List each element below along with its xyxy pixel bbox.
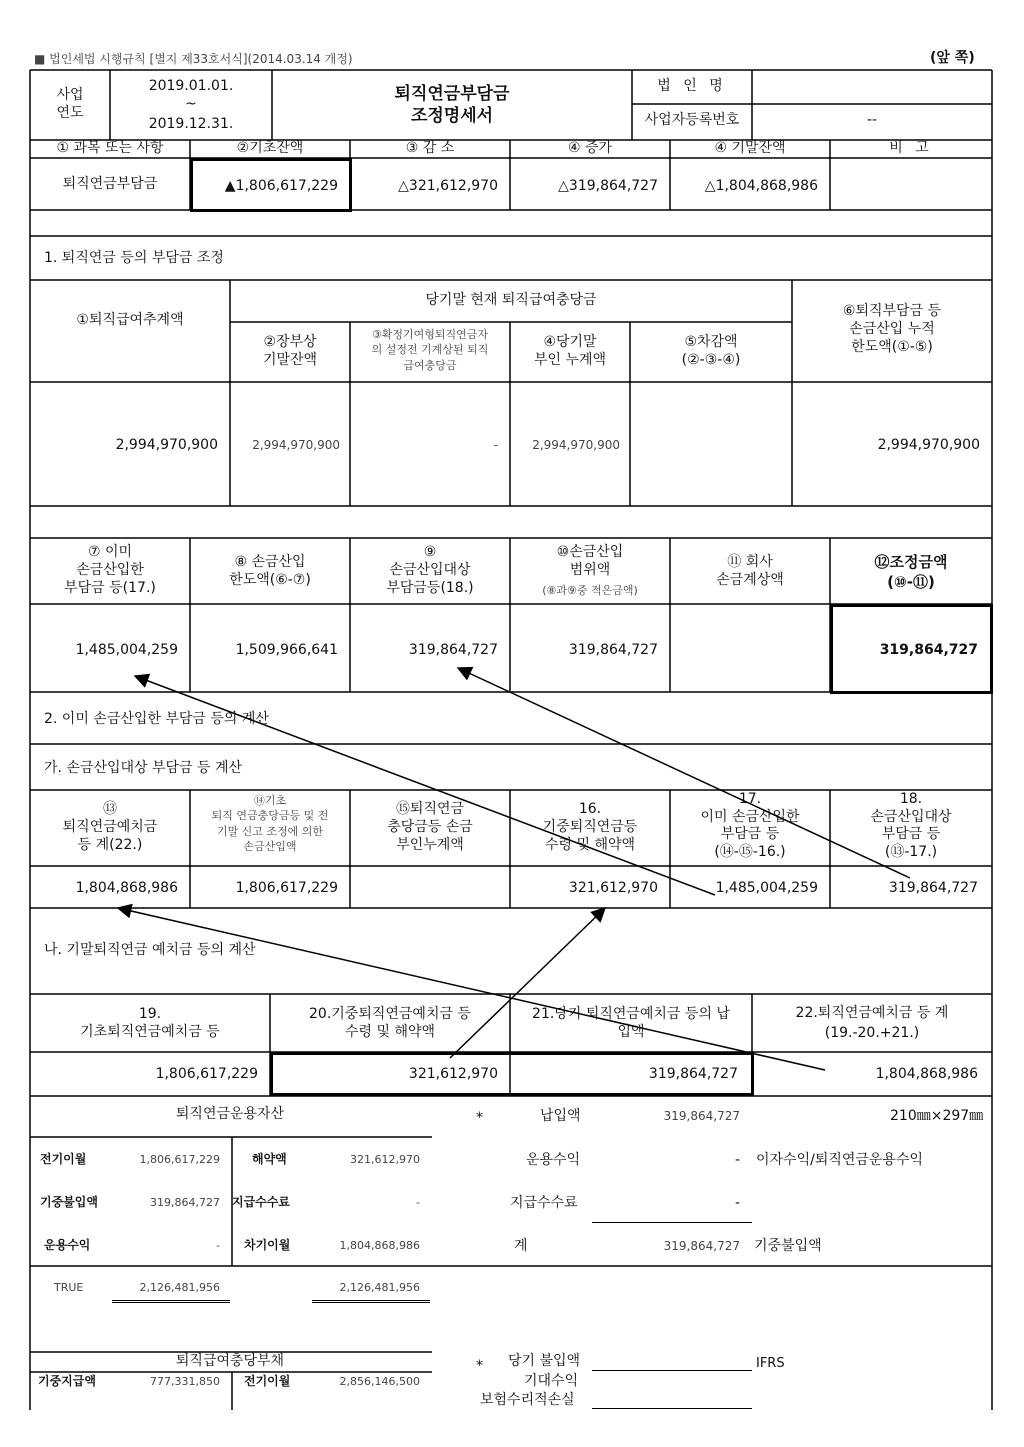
page-side: (앞 쪽) [930,50,975,66]
s2-v16: 321,612,970 [568,880,658,896]
s1-h4: ④당기말 부인 누계액 [533,334,607,368]
ledger-row3-left-value: - [216,1239,220,1252]
form-reference: ■ 법인세법 시행규칙 [별지 제33호서식](2014.03.14 개정) [34,52,353,66]
ledger-row1-right-value: 321,612,970 [350,1153,420,1166]
ledger-row2-left-label: 기중불입액 [40,1195,98,1209]
corp-name-label: 법 인 명 [657,78,727,94]
s1b-h11: ⑪ 회사 손금계상액 [716,554,784,589]
s2-h14: ⑭기초 퇴직 연금충당금등 및 전 기말 신고 조정에 의한 손금산입액 [211,794,329,854]
total-note: 기중불입액 [754,1238,822,1254]
fee-value: - [734,1195,740,1211]
total-value: 319,864,727 [663,1239,740,1253]
ledger-row1-left-label: 전기이월 [40,1152,87,1166]
asset-title: 퇴직연금운용자산 [175,1106,285,1122]
s2-h18: 18. 손금산입대상 부담금 등 (⑬-17.) [870,791,952,860]
s1-h6: ⑥퇴직부담금 등 손금산입 누적 한도액(①-⑤) [842,303,942,356]
s1b-h12: ⑫조정금액 (⑩-⑪) [874,553,948,591]
section2-title: 2. 이미 손금산입한 부담금 등의 계산 [44,711,269,727]
s1-h1: ①퇴직급여추계액 [76,312,184,328]
s1-h5: ⑤차감액 (②-③-④) [681,334,741,368]
ledger-row1-left-value: 1,806,617,229 [139,1153,220,1166]
liab-row-left-label: 기중지급액 [38,1374,96,1388]
summary-header-1: ① 과목 또는 사항 [56,140,164,156]
biz-no-value: -- [866,112,878,128]
summary-header-6: 비 고 [889,140,933,156]
s2-h21: 21.당기 퇴직연금예치금 등의 납 입액 [532,1006,730,1041]
s2-v18: 319,864,727 [888,880,978,896]
s2-h17: 17. 이미 손금산입한 부담금 등 (⑭-⑮-16.) [700,791,800,860]
period-start: 2019.01.01. [148,78,234,94]
s1-v1: 2,994,970,900 [115,437,218,453]
ledger-star-2: * [476,1358,483,1374]
form-title-2: 조정명세서 [410,106,494,126]
expected-return-label: 기대수익 [524,1373,579,1389]
s2-h22: 22.퇴직연금예치금 등 계 [795,1005,949,1021]
s1-v2: 2,994,970,900 [252,438,340,452]
fee-label: 지급수수료 [510,1195,578,1211]
liab-row-right-value: 2,856,146,500 [339,1375,420,1388]
yr-pay-underline [592,1370,752,1371]
ledger-row3-left-label: 운용수익 [44,1238,91,1252]
s1b-v10: 319,864,727 [568,642,658,658]
s2-h20: 20.기중퇴직연금예치금 등 수령 및 해약액 [309,1006,471,1041]
section2-sub-b: 나. 기말퇴직연금 예치금 등의 계산 [44,942,256,958]
true-left-value: 2,126,481,956 [139,1281,220,1294]
s1b-v7: 1,485,004,259 [75,642,178,658]
liab-row-right-label: 전기이월 [244,1374,291,1388]
fee-underline [592,1222,752,1223]
s1b-h10-sub: (⑧과⑨중 적은금액) [542,584,638,597]
s2-v13: 1,804,868,986 [75,880,178,896]
actuarial-loss-label: 보험수리적손실 [480,1392,575,1408]
s1-h2: ②장부상 기말잔액 [262,334,318,368]
s1b-v8: 1,509,966,641 [235,642,338,658]
ledger-star: * [476,1110,483,1126]
period-end: 2019.12.31. [148,116,234,132]
total-label: 계 [514,1238,528,1254]
section1-title: 1. 퇴직연금 등의 부담금 조정 [44,250,224,266]
s2-v22: 1,804,868,986 [875,1066,978,1082]
ledger-row2-left-value: 319,864,727 [150,1196,220,1209]
s1-v3: - [493,438,498,452]
summary-header-5: ④ 기말잔액 [714,140,786,156]
ledger-row1-right-label: 해약액 [252,1152,287,1166]
yr-pay-label: 당기 불입액 [508,1353,581,1369]
s1b-h9: ⑨ 손금산입대상 부담금등(18.) [386,544,474,597]
summary-closing: △1,804,868,986 [704,178,818,194]
s2-h19: 19. 기초퇴직연금예치금 등 [80,1006,220,1041]
ifrs-label: IFRS [756,1356,785,1371]
summary-opening: ▲1,806,617,229 [224,178,338,194]
s2-h13: ⑬ 퇴직연금예치금 등 계(22.) [62,801,158,854]
s2-h15: ⑮퇴직연금 충당금등 손금 부인누계액 [387,801,473,854]
paper-size: 210㎜×297㎜ [890,1108,984,1124]
pay-value: 319,864,727 [663,1109,740,1123]
s1b-v9: 319,864,727 [408,642,498,658]
s2-h16: 16. 기중퇴직연금등 수령 및 해약액 [542,801,638,854]
s2-v19: 1,806,617,229 [155,1066,258,1082]
pay-label: 납입액 [540,1108,581,1124]
op-income-value: - [734,1152,740,1168]
ledger-row3-right-value: 1,804,868,986 [339,1239,420,1252]
s2-v14: 1,806,617,229 [235,880,338,896]
s1b-h8: ⑧ 손금산입 한도액(⑥-⑦) [229,554,311,589]
actuarial-underline [592,1408,752,1409]
current-provision-header: 당기말 현재 퇴직급여충당금 [425,292,597,308]
liab-row-left-value: 777,331,850 [150,1375,220,1388]
s2-v20: 321,612,970 [408,1066,498,1082]
summary-decrease: △321,612,970 [398,178,498,194]
s1b-v12: 319,864,727 [879,642,978,658]
s2-v17: 1,485,004,259 [715,880,818,896]
section2-sub-a: 가. 손금산입대상 부담금 등 계산 [44,760,243,776]
s2-h22-sub: (19.-20.+21.) [824,1025,920,1041]
s1-h3: ③확정기여형퇴직연금자 의 설정전 기계상된 퇴직 급여충당금 [371,328,489,372]
interest-note: 이자수익/퇴직연금운용수익 [756,1152,924,1168]
ledger-row2-right-label: 지급수수료 [232,1195,290,1209]
summary-increase: △319,864,727 [558,178,658,194]
biz-no-label: 사업자등록번호 [644,112,740,128]
s1-v4: 2,994,970,900 [532,438,620,452]
true-right-value: 2,126,481,956 [339,1281,420,1294]
op-income-label: 운용수익 [526,1152,581,1168]
summary-header-4: ④ 증가 [567,140,613,156]
period-tilde: ~ [185,96,197,112]
s2-v21: 319,864,727 [648,1066,738,1082]
true-right-underline [312,1300,430,1303]
year-label: 사업 연도 [56,87,84,122]
form-title-1: 퇴직연금부담금 [394,84,510,104]
summary-header-2: ②기초잔액 [236,140,304,156]
ledger-row3-right-label: 차기이월 [244,1238,291,1252]
summary-header-3: ③ 감 소 [405,140,455,156]
ledger-row2-right-value: - [416,1196,420,1209]
s1b-h7: ⑦ 이미 손금산입한 부담금 등(17.) [64,544,156,597]
summary-row-label: 퇴직연금부담금 [62,176,158,192]
s1b-h10: ⑩손금산입 범위액 [556,544,624,579]
true-label: TRUE [54,1281,84,1294]
s1-v6: 2,994,970,900 [877,437,980,453]
true-left-underline [112,1300,230,1303]
liability-title: 퇴직급여충당부채 [175,1353,285,1369]
